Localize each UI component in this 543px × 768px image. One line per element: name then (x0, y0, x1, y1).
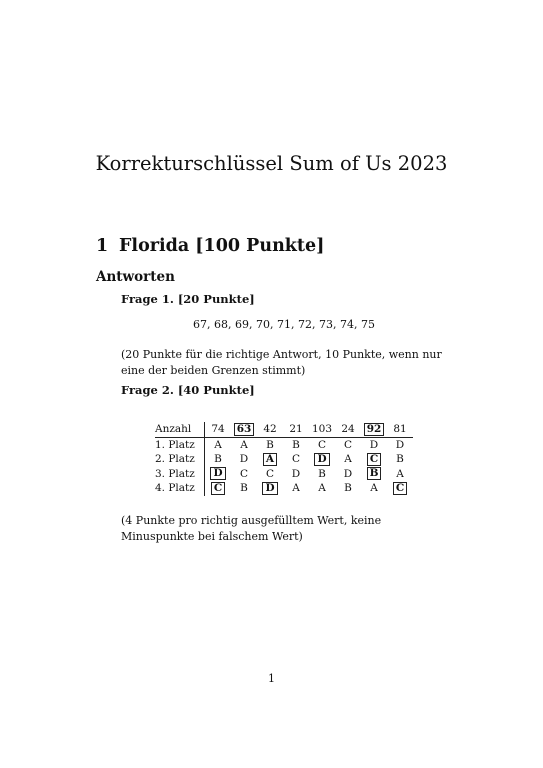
table-cell (205, 467, 232, 482)
row-label: 3. Platz (155, 467, 205, 482)
table-cell (257, 452, 283, 467)
table-cell (309, 452, 335, 467)
table-cell (283, 422, 309, 437)
table-cell (387, 481, 413, 496)
cell-value: D (239, 453, 249, 466)
cell-value: C (239, 467, 249, 480)
cell-value: C (317, 438, 327, 451)
cell-value: A (240, 438, 248, 451)
table-cell (205, 437, 232, 452)
cell-value: B (214, 453, 222, 466)
table-cell (387, 452, 413, 467)
table-header-row (155, 422, 413, 437)
table-cell (231, 481, 257, 496)
table-cell (335, 422, 361, 437)
boxed-answer: 63 (234, 423, 255, 436)
subsection-heading: Antworten (96, 269, 175, 285)
question-2-label: Frage 2. [40 Punkte] (121, 383, 255, 397)
table-cell (309, 437, 335, 452)
cell-value: B (344, 482, 352, 495)
table-cell (257, 481, 283, 496)
section-title: Florida [100 Punkte] (119, 236, 325, 256)
table-cell (387, 437, 413, 452)
cell-value: C (291, 453, 301, 466)
table-cell (361, 437, 387, 452)
table-cell (361, 481, 387, 496)
boxed-answer: 92 (364, 423, 385, 436)
table-cell (309, 467, 335, 482)
table-cell (335, 467, 361, 482)
cell-value: A (396, 467, 404, 480)
cell-value: D (291, 467, 301, 480)
table-cell (387, 422, 413, 437)
cell-value: B (240, 482, 248, 495)
table-cell (387, 467, 413, 482)
cell-value: B (396, 453, 404, 466)
boxed-answer: D (262, 482, 277, 495)
row-label: 1. Platz (155, 437, 205, 452)
cell-value: 81 (393, 423, 407, 436)
row-label: 4. Platz (155, 481, 205, 496)
table-cell (361, 467, 387, 482)
cell-value: 74 (211, 423, 225, 436)
table-cell (257, 422, 283, 437)
table-cell (205, 452, 232, 467)
boxed-answer: C (393, 482, 407, 495)
table-cell (309, 422, 335, 437)
question-2-note: (4 Punkte pro richtig ausgefülltem Wert, keine Minuspunkte bei falschem Wert) (121, 514, 382, 543)
table-cell (283, 481, 309, 496)
boxed-answer: C (211, 482, 225, 495)
table-row (155, 437, 413, 452)
cell-value: A (292, 482, 300, 495)
boxed-answer: D (210, 467, 225, 480)
question-1-note: (20 Punkte für die richtige Antwort, 10 Punkte, wenn nur eine der beiden Grenzen stimmt) (121, 348, 442, 377)
cell-value: 21 (289, 423, 303, 436)
cell-value: B (292, 438, 300, 451)
cell-value: D (395, 438, 405, 451)
row-label: 2. Platz (155, 452, 205, 467)
cell-value: D (369, 438, 379, 451)
table-cell (231, 452, 257, 467)
cell-value: B (318, 467, 326, 480)
table-cell (335, 481, 361, 496)
table-cell (231, 467, 257, 482)
table-cell (335, 452, 361, 467)
table-cell (283, 467, 309, 482)
table-cell (257, 437, 283, 452)
cell-value: D (343, 467, 353, 480)
cell-value: A (214, 438, 222, 451)
cell-value: B (266, 438, 274, 451)
table-cell (205, 481, 232, 496)
boxed-answer: D (314, 453, 329, 466)
cell-value: A (344, 453, 352, 466)
table-row (155, 452, 413, 467)
cell-value: 24 (341, 423, 355, 436)
cell-value: 42 (263, 423, 277, 436)
table-cell (361, 422, 387, 437)
table-cell (257, 467, 283, 482)
table-row (155, 467, 413, 482)
table-cell (309, 481, 335, 496)
table-cell (335, 437, 361, 452)
section-heading (96, 236, 324, 256)
cell-value: C (265, 467, 275, 480)
question-1-label: Frage 1. [20 Punkte] (121, 292, 255, 306)
section-number: 1 (96, 236, 109, 256)
cell-value: 103 (311, 423, 333, 436)
cell-value: C (343, 438, 353, 451)
table-cell (283, 452, 309, 467)
page-number: 1 (268, 672, 275, 685)
table-cell (231, 422, 257, 437)
table-cell (361, 452, 387, 467)
cell-value: A (318, 482, 326, 495)
boxed-answer: B (367, 467, 382, 480)
table-cell (205, 422, 232, 437)
boxed-answer: C (367, 453, 381, 466)
answer-table (155, 422, 413, 496)
boxed-answer: A (263, 453, 277, 466)
table-cell (231, 437, 257, 452)
table-row (155, 481, 413, 496)
table-cell (283, 437, 309, 452)
cell-value: A (370, 482, 378, 495)
document-title: Korrekturschlüssel Sum of Us 2023 (95, 152, 448, 175)
row-label: Anzahl (155, 422, 205, 437)
question-1-answer: 67, 68, 69, 70, 71, 72, 73, 74, 75 (193, 318, 375, 331)
